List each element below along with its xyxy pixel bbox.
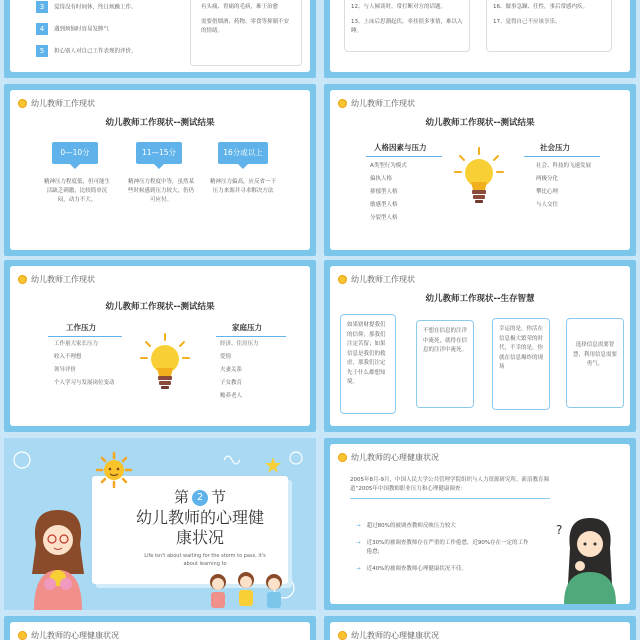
list-item: → 近30%的被调查教师存在严重的工作倦怠，近90%存在一定的工作倦怠; [356,540,529,555]
score-tag: 16分或以上 [218,142,268,164]
divider [216,336,286,337]
slide-header: 幼儿教师工作现状 [18,274,95,285]
slide-thumb-3[interactable] [4,84,316,256]
slide-header: 幼儿教师的心理健康状况 [18,630,119,640]
survey-intro: 2005年8月-9月，中国人民大学公共管理学院组织与人力资源研究所、新浪教育频道“2005年中国教师职业压力和心理健康调查： [350,476,550,499]
slide-thumb-5[interactable] [4,260,316,432]
list-item: 3 觉得没有时间休，终日烦躁工作。 [36,1,176,23]
divider [366,156,442,157]
slide-title: 幼儿教师工作现状--测试结果 [425,118,535,128]
factor-list: 工作量大家长压力 收入不理想 领导评价 个人学习与发展岗位变动 [54,341,115,386]
children-illustration [204,570,288,610]
sun-icon [338,453,347,462]
sun-icon [338,275,347,284]
thinking-girl-illustration [552,514,622,604]
slide-thumb-9[interactable] [4,616,316,640]
slide-thumb-10[interactable] [324,616,636,640]
slide-header: 幼儿教师的心理健康状况 [338,630,439,640]
number-badge: 4 [36,23,48,35]
factor-list: 社会、科技的飞速发展 两极分化 攀比心理 与人交往 [536,163,592,208]
info-card-right: 16、做事急躁、任性，事后常感内疚。 17、觉得自己不应该享乐。 [486,0,612,52]
info-card: 有头痛、胃痛的毛病，难于治愈 需要借烟酒、药物、零食等抑制不安的情绪。 [190,0,302,66]
slide-title: 幼儿教师工作现状--测试结果 [105,118,215,128]
slide-thumb-2[interactable] [324,0,636,78]
list-item: 5 担心别人对自己工作表现的评价。 [36,45,176,67]
sun-icon [338,631,347,640]
wisdom-box: 选择信息需要智慧，利用信息需要勇气。 [566,318,624,408]
column-heading: 工作压力 [66,323,96,332]
slide-header: 幼儿教师工作现状 [338,98,415,109]
column-heading: 家庭压力 [232,323,262,332]
arrow-icon: → [356,540,361,546]
tag-desc: 精神压力程度低，但可能生活缺乏刺激，比较简单沉闷，动力不大。 [43,179,110,203]
score-tag: 0—10分 [52,142,98,164]
sun-icon [18,275,27,284]
score-tag: 11—15分 [136,142,182,164]
sun-icon [338,99,347,108]
number-badge: 3 [36,1,48,13]
tag-desc: 精神压力程度中等，虽然某些时候感到压力较大，仍仍可应付。 [127,179,194,203]
sun-icon [18,631,27,640]
numbered-list [36,1,176,67]
arrow-icon: → [356,566,361,572]
factor-list: A类型行为模式 偏执人格 抑郁型人格 敏感型人格 分裂型人格 [370,163,407,221]
slide-thumb-7[interactable] [4,438,316,610]
sun-icon [96,452,132,488]
list-item: → 近40%的被调查教师心理健康状况不佳。 [356,566,467,572]
slide-thumb-6[interactable] [324,260,636,432]
wisdom-box: 如果辖财提我们的信仰，那我们注定苦留；如果信息是我们的救虐，那我们注定先于什么都想知境。 [340,314,396,414]
teacher-illustration [18,504,98,610]
section-number: 第 2 节 [174,488,227,506]
slide-header: 幼儿教师工作现状 [338,274,415,285]
tag-desc: 精神压力偏高，应反省一下压力来源并寻求解决方法 [209,179,276,194]
slide-thumb-1[interactable] [4,0,316,78]
info-card-left: 12、与人倾谈时，常打断对方的话题。 13、上床后思潮起伏，牵挂很多事情，难以入睡。 [344,0,470,52]
column-heading: 人格因素与压力 [374,143,427,152]
list-item: 4 遇到烦恼时容易发脾气 [36,23,176,45]
lightbulb-icon [140,332,190,394]
slide-header: 幼儿教师的心理健康状况 [338,452,439,463]
sun-icon [18,99,27,108]
list-item: → 超过80%的被调查教师反映压力较大 [356,523,456,529]
survey-bullets [356,522,532,574]
slide-title: 幼儿教师工作现状--测试结果 [105,302,215,312]
slide-header: 幼儿教师工作现状 [18,98,95,109]
section-subtitle: Life isn't about waiting for the storm to pass, it's about learning to [144,553,266,567]
svg-text:?: ? [556,523,563,537]
number-badge: 5 [36,45,48,57]
divider [48,336,122,337]
factor-list: 经济、住房压力 爱情 夫妻关系 子女教育 赡养老人 [220,341,259,399]
wisdom-box: 幸运的是，你活在信息极大繁荣的时代，不幸的是，你就在信息爆炸的现场 [492,318,550,410]
lightbulb-icon [454,146,504,208]
slide-thumb-4[interactable] [324,84,636,256]
slide-thumb-8[interactable] [324,438,636,610]
slide-title: 幼儿教师工作现状--生存智慧 [425,294,535,304]
wisdom-box: 不想在信息的注洋中淹死，就得在信息的注洋中淹死。 [416,320,474,408]
divider [524,156,600,157]
column-heading: 社会压力 [540,143,570,152]
section-title: 幼儿教师的心理健康状况 [135,508,264,547]
arrow-icon: → [356,523,361,529]
star-icon [264,456,282,474]
